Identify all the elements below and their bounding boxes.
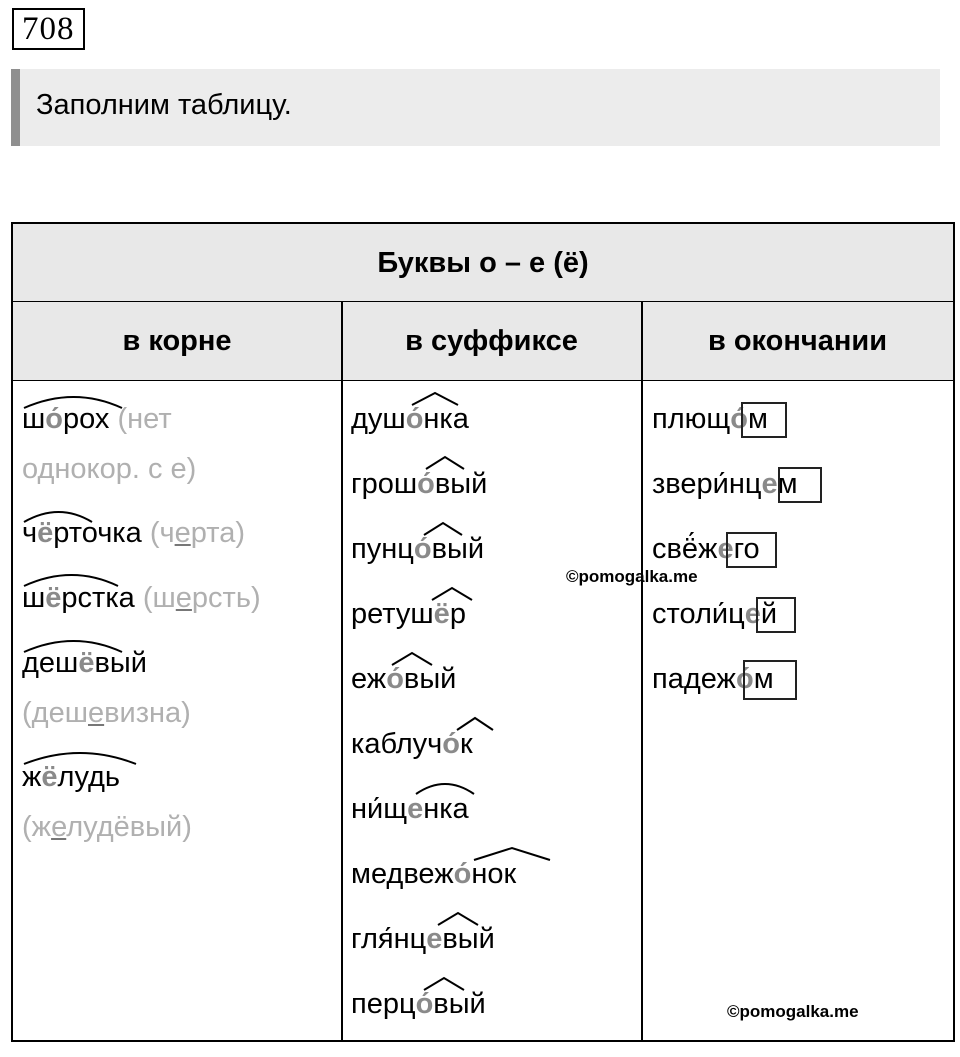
suffix-mark (430, 585, 474, 603)
root-word-4: дешёвый (22, 647, 147, 679)
intro-text: Заполним таблицу. (36, 89, 292, 121)
suffix-word-7: ни́щенка (351, 793, 469, 825)
suffix-mark (472, 844, 552, 864)
col-header-suffix: в суффиксе (405, 325, 578, 357)
root-word-3: шёрстка (шерсть) (22, 582, 261, 614)
ending-word-1: плющо́м (652, 403, 768, 435)
suffix-mark (422, 520, 464, 538)
suffix-word-1: душо́нка (351, 403, 469, 435)
root-arc (22, 570, 122, 590)
suffix-mark (414, 778, 476, 798)
root-word-1: шо́рох (нет (22, 403, 172, 435)
root-word-5: жёлудь (22, 761, 121, 793)
suffix-word-2: грошо́вый (351, 468, 488, 500)
suffix-word-4: ретушёр (351, 598, 466, 630)
suffix-mark (410, 390, 460, 408)
root-note: (желудёвый) (22, 811, 192, 843)
ending-box (756, 597, 796, 633)
ending-box (726, 532, 777, 568)
ending-word-4: столи́цей (652, 598, 778, 630)
ending-box (741, 402, 787, 438)
watermark: ©pomogalka.me (566, 567, 698, 586)
suffix-word-9: гля́нцевый (351, 923, 495, 955)
suffix-word-3: пунцо́вый (351, 533, 485, 565)
column-divider (341, 302, 343, 1040)
root-word-2: чёрточка (черта) (22, 517, 245, 549)
suffix-mark (436, 910, 480, 928)
table-title: Буквы о – е (ё) (13, 224, 953, 302)
suffix-mark (390, 650, 434, 668)
ending-word-5: падежо́м (652, 663, 774, 695)
suffix-mark (422, 975, 466, 993)
root-arc (22, 748, 140, 768)
ending-word-2: звери́нцем (652, 468, 798, 500)
suffix-word-10: перцо́вый (351, 988, 486, 1020)
col-header-root: в корне (122, 325, 232, 357)
suffix-word-8: медвежо́нок (351, 858, 517, 890)
root-note: однокор. с е) (22, 453, 197, 485)
ending-word-3: свё́жего (652, 533, 760, 565)
task-number: 708 (12, 8, 85, 50)
suffix-word-6: каблучо́к (351, 728, 473, 760)
root-arc (22, 506, 96, 526)
table-header-row (13, 302, 953, 381)
suffix-mark (424, 454, 466, 472)
ending-box (778, 467, 822, 503)
col-header-ending: в окончании (707, 325, 888, 357)
suffix-mark (455, 715, 495, 733)
letters-table (11, 222, 955, 1042)
root-arc (22, 392, 126, 412)
intro-banner (11, 69, 940, 146)
suffix-word-5: ежо́вый (351, 663, 457, 695)
column-divider (641, 302, 643, 1040)
watermark: ©pomogalka.me (727, 1002, 859, 1021)
root-arc (22, 636, 126, 656)
root-note: (дешевизна) (22, 697, 191, 729)
ending-box (743, 660, 797, 700)
